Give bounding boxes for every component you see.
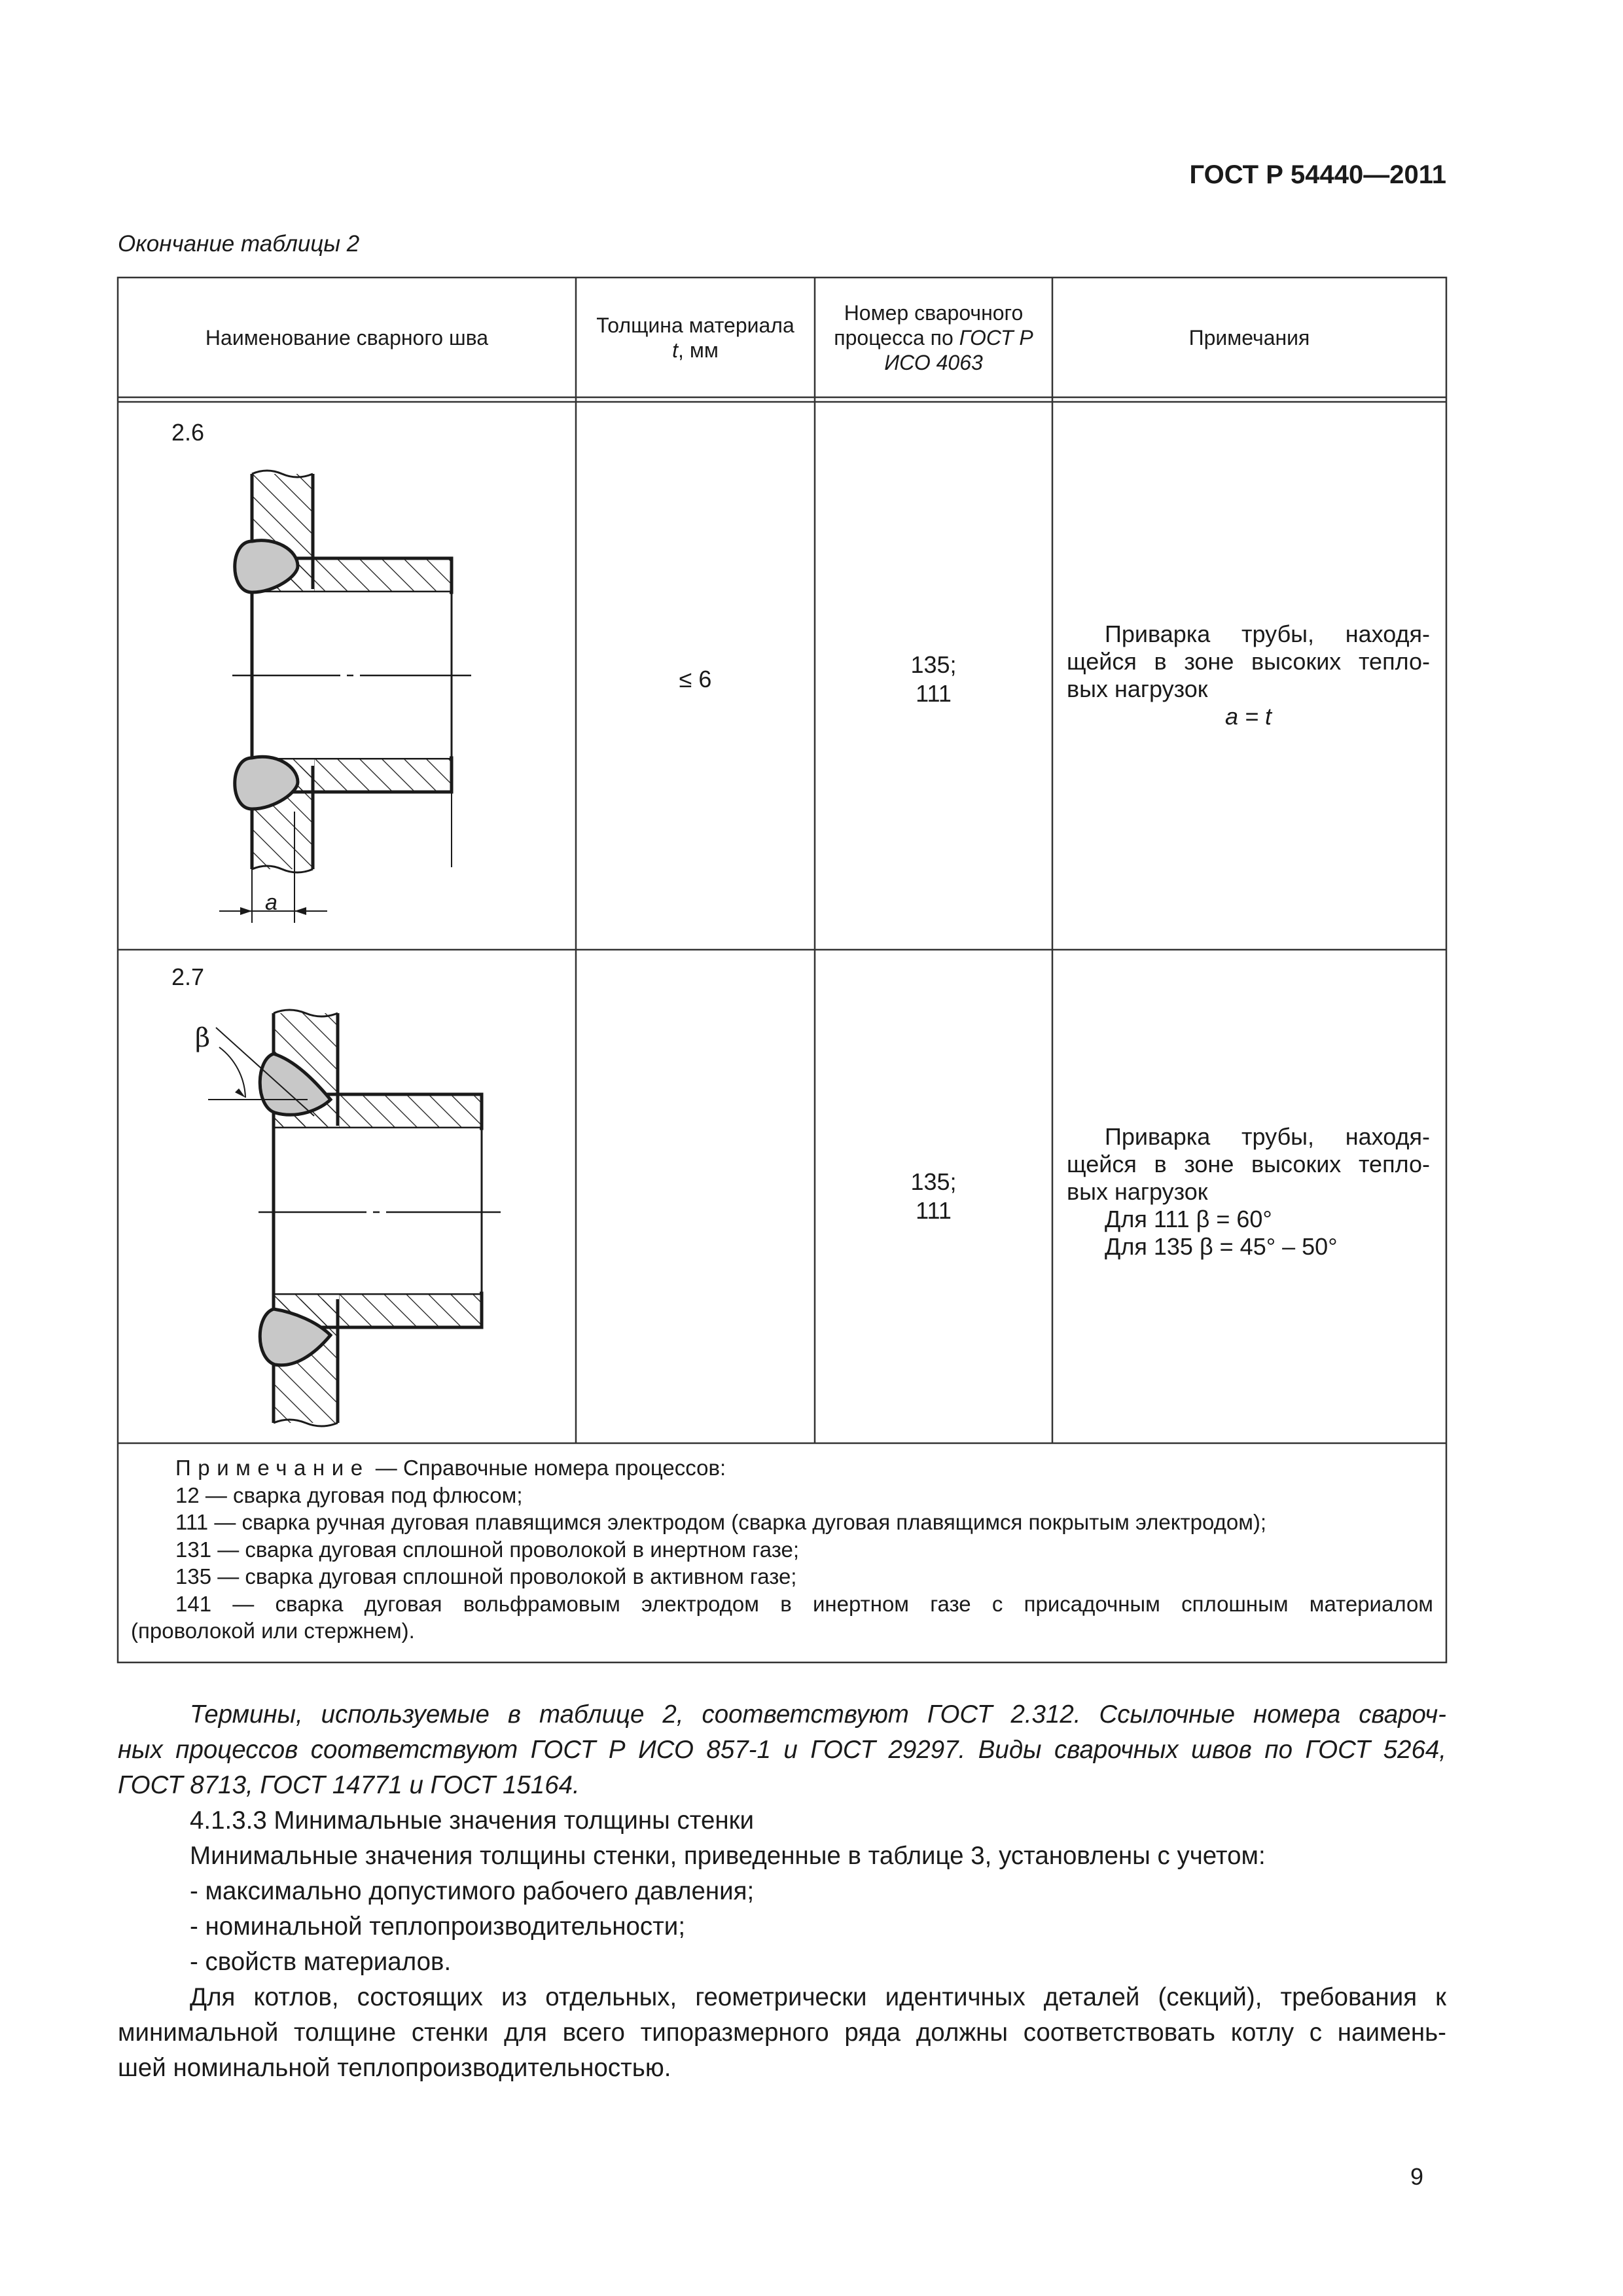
remark-line: щейся в зоне высоких тепло- — [1067, 648, 1430, 675]
bullet-item: - максимально допустимого рабочего давления; — [190, 1877, 755, 1905]
process-number-line: 111 — [916, 680, 952, 707]
remark-cell — [1067, 1123, 1430, 1261]
bullet-item: - номинальной теплопроизводительности; — [190, 1912, 686, 1941]
column-header-thickness — [576, 278, 815, 397]
table-note — [131, 1454, 1433, 1645]
paragraph-line: минимальной толщине стенки для всего типоразмерного ряда должны соответствовать котлу с наимень- — [118, 2018, 1446, 2047]
section-heading: 4.1.3.3 Минимальные значения толщины стенки — [190, 1806, 755, 1835]
process-number-line: 111 — [916, 1197, 952, 1224]
body-text — [118, 1697, 1446, 2086]
column-header-weld-name: Наименование сварного шва — [205, 325, 489, 350]
page-number: 9 — [1410, 2163, 1424, 2190]
weld-drawing-2-6 — [219, 471, 471, 923]
intro-paragraph: Минимальные значения толщины стенки, приведенные в таблице 3, установлены с учетом: — [190, 1842, 1266, 1870]
column-header-process — [815, 278, 1052, 397]
note-line: (проволокой или стержнем). — [131, 1619, 415, 1643]
column-header-notes: Примечания — [1188, 325, 1310, 350]
thickness-value: ≤ 6 — [679, 666, 712, 692]
terms-paragraph-line: Термины, используемые в таблице 2, соответствуют ГОСТ 2.312. Ссылочные номера свароч- — [190, 1700, 1446, 1729]
bullet-item: - свойств материалов. — [190, 1948, 452, 1976]
paragraph-line: Для котлов, состоящих из отдельных, геометрически идентичных деталей (секций), требования к — [190, 1983, 1446, 2011]
row-number: 2.7 — [171, 963, 205, 990]
process-number-line: 135; — [910, 651, 957, 678]
remark-line: Для 135 β = 45° – 50° — [1105, 1233, 1338, 1260]
process-numbers — [815, 651, 1052, 708]
remark-formula: a = t — [1224, 703, 1272, 730]
process-number-line: 135; — [910, 1168, 957, 1195]
note-line: 12 — сварка дуговая под флюсом; — [175, 1482, 523, 1507]
note-line: 135 — сварка дуговая сплошной проволокой в активном газе; — [175, 1564, 797, 1588]
remark-line: вых нагрузок — [1067, 675, 1208, 702]
note-intro: Примечание — Справочные номера процессов: — [175, 1456, 726, 1480]
row-number: 2.6 — [171, 419, 205, 446]
note-line: 141 — сварка дуговая вольфрамовым электродом в инертном газе с присадочным сплошным материалом — [175, 1591, 1433, 1616]
dimension-label-a: a — [265, 890, 277, 915]
process-header-line1: Номер сварочного — [844, 300, 1024, 325]
note-line: 111 — сварка ручная дуговая плавящимся электродом (сварка дуговая плавящимся покрытым электродом); — [175, 1510, 1267, 1534]
table-caption: Окончание таблицы 2 — [118, 231, 360, 257]
note-line: 131 — сварка дуговая сплошной проволокой в инертном газе; — [175, 1537, 799, 1562]
process-header-line2: процесса по ГОСТ Р — [834, 325, 1033, 350]
remark-cell — [1067, 620, 1430, 730]
remark-line: Приварка трубы, находя- — [1105, 1123, 1430, 1150]
remark-line: Приварка трубы, находя- — [1105, 620, 1430, 647]
process-header-line3: ИСО 4063 — [884, 350, 983, 374]
weld-drawing-2-7 — [208, 1010, 501, 1426]
remark-line: щейся в зоне высоких тепло- — [1067, 1151, 1430, 1177]
angle-label-beta: β — [195, 1023, 211, 1053]
paragraph-line: шей номинальной теплопроизводительностью. — [118, 2054, 671, 2082]
thickness-header-line2: t, мм — [672, 338, 719, 362]
thickness-header-line1: Толщина материала — [596, 313, 794, 337]
document-code: ГОСТ Р 54440—2011 — [1189, 160, 1446, 189]
note-title: Примечание — [175, 1456, 370, 1480]
process-numbers — [815, 1168, 1052, 1225]
remark-line: вых нагрузок — [1067, 1178, 1208, 1205]
terms-paragraph-line: ГОСТ 8713, ГОСТ 14771 и ГОСТ 15164. — [118, 1771, 580, 1799]
remark-line: Для 111 β = 60° — [1105, 1206, 1272, 1232]
terms-paragraph-line: ных процессов соответствуют ГОСТ Р ИСО 857-1 и ГОСТ 29297. Виды сварочных швов по ГОСТ 5264, — [118, 1736, 1446, 1764]
